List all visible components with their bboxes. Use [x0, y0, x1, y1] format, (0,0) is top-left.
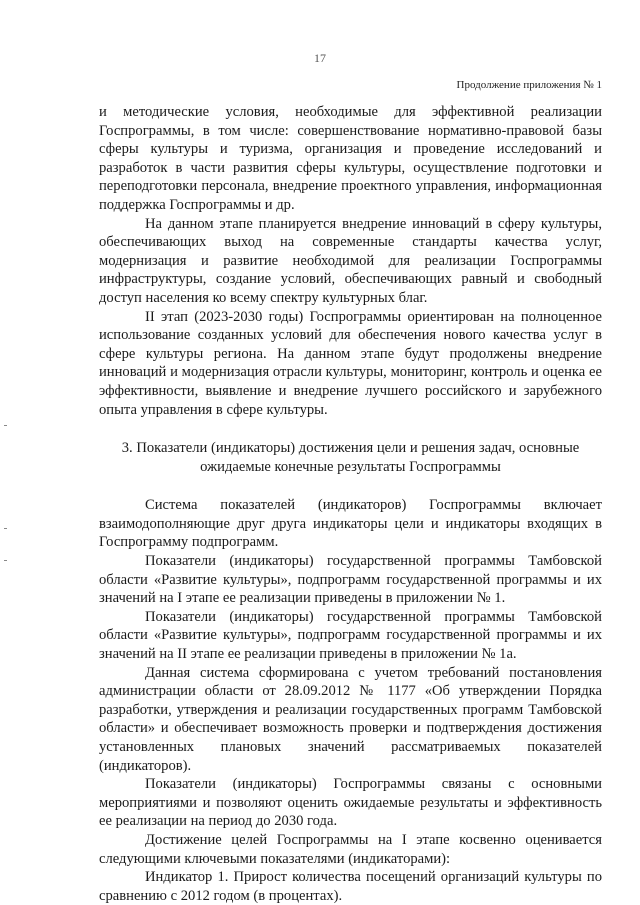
appendix-continuation-label: Продолжение приложения № 1 [456, 79, 602, 91]
document-body [99, 103, 602, 905]
paragraph: II этап (2023-2030 годы) Госпрограммы ориентирован на полноценное использование созданных условий для обеспечения нового качества услуг в сфере культуры региона. На данном этапе будут продолжены внедрение инноваций и модернизация отрасли культуры, мониторинг, контроль и оценка ее эффективности, выявление и внедрение лучшего российского и зарубежного опыта управления в сфере культуры. [99, 308, 602, 418]
paragraph: Показатели (индикаторы) государственной программы Тамбовской области «Развитие культуры», подпрограмм государственной программы и их значений на II этапе ее реализации приведены в приложении № 1а. [99, 608, 602, 663]
section-heading: 3. Показатели (индикаторы) достижения цели и решения задач, основные ожидаемые конечные результаты Госпрограммы [121, 440, 580, 475]
paragraph: Показатели (индикаторы) государственной программы Тамбовской области «Развитие культуры», подпрограмм государственной программы и их значений на I этапе ее реализации приведены в приложении № 1. [99, 553, 602, 607]
paragraph: Показатели (индикаторы) Госпрограммы связаны с основными мероприятиями и позволяют оценить ожидаемые результаты и эффективность ее реализации на период до 2030 года. [99, 776, 602, 830]
paragraph: и методические условия, необходимые для эффективной реализации Госпрограммы, в том числе: совершенствование нормативно-правовой базы сферы культуры и туризма, организация и проведение исследований и разработок в части развития сферы культуры, осуществление подготовки и переподготовки персонала, внедрение проектного управления, информационная поддержка Госпрограммы и др. [99, 104, 602, 213]
scan-margin-mark [4, 528, 7, 529]
paragraph: Данная система сформирована с учетом требований постановления администрации области от 28.09.2012 № 1177 «Об утверждении Порядка разработки, утверждения и реализации государственных программ Тамбовской области» и обеспечивает возможность проверки и подтверждения достижения установленных плановых значений рассматриваемых показателей (индикаторов). [99, 664, 602, 774]
page-number: 17 [314, 51, 326, 65]
paragraph: Индикатор 1. Прирост количества посещений организаций культуры по сравнению с 2012 годом (в процентах). [99, 869, 602, 904]
paragraph: Система показателей (индикаторов) Госпрограммы включает взаимодополняющие друг друга индикаторы цели и индикаторы входящих в Госпрограмму подпрограмм. [99, 497, 602, 551]
scan-margin-mark [4, 425, 7, 426]
paragraph: Достижение целей Госпрограммы на I этапе косвенно оценивается следующими ключевыми показателями (индикаторами): [99, 831, 602, 867]
scan-margin-mark [4, 560, 7, 561]
paragraph: На данном этапе планируется внедрение инноваций в сферу культуры, обеспечивающих выход на современные стандарты качества услуг, модернизация и развитие необходимой для реализации Госпрограммы инфраструктуры, создание условий, обеспечивающих равный и свободный доступ населения ко всему спектру культурных благ. [99, 215, 602, 306]
